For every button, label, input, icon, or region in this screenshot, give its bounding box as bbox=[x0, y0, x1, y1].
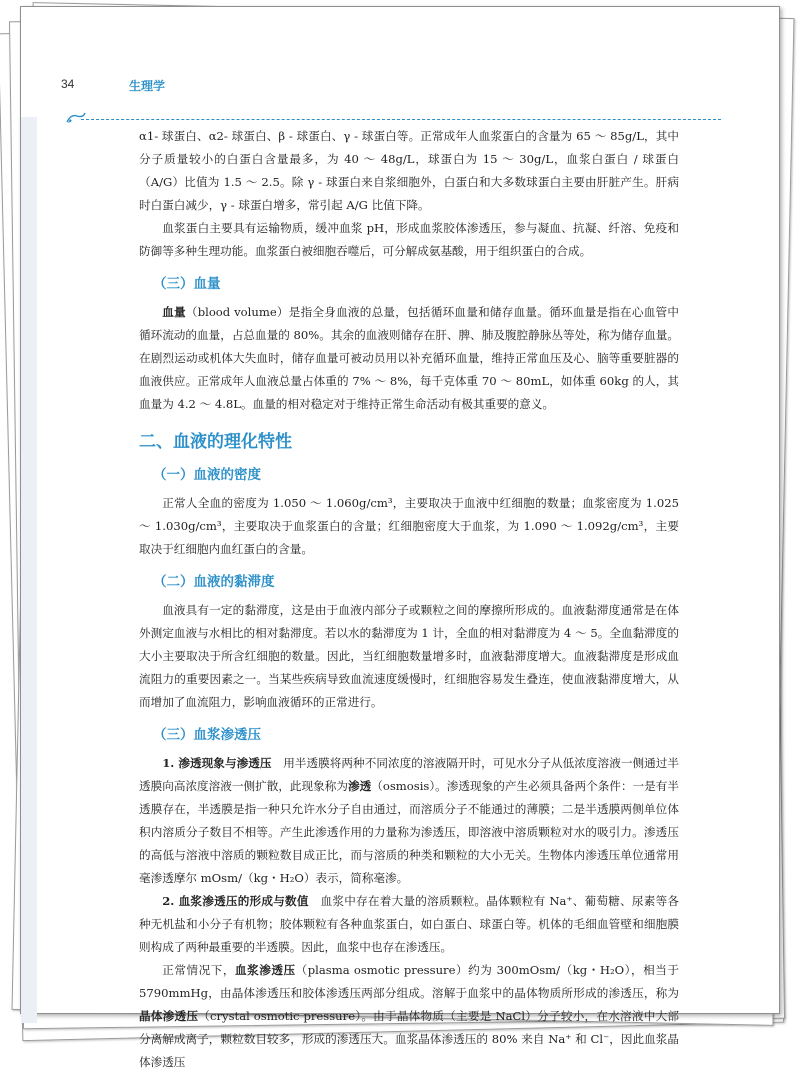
pen-icon bbox=[65, 110, 87, 126]
paragraph-blood-density: 正常人全血的密度为 1.050 ～ 1.060g/cm³，主要取决于血液中红细胞的数量；血浆密度为 1.025 ～ 1.030g/cm³，主要取决于血浆蛋白的含量；红细胞密度大于血浆，为 1.090 ～ 1.092g/cm³，主要取决于红细胞内血红蛋白的含量。 bbox=[139, 496, 679, 556]
paragraph-blood-volume: 血量（blood volume）是指全身血液的总量，包括循环血量和储存血量。循环血量是指在心血管中循环流动的血量，占总血量的 80%。其余的血液则储存在肝、脾、肺及腹腔静脉丛等处，称为储存血量。在剧烈运动或机体大失血时，储存血量可被动员用以补充循环血量，维持正常血压及心、脑等重要脏器的血液供应。正常成年人血液总量占体重的 7% ～ 8%，每千克体重 70 ～ 80mL，如体重 60kg 的人，其血量为 4.2 ～ 4.8L。血量的相对稳定对于维持正常生命活动有极其重要的意义。 bbox=[139, 305, 679, 411]
book-page bbox=[20, 6, 780, 1069]
running-head: 生理学 bbox=[129, 79, 166, 93]
term-crystal-osmotic-pressure: 晶体渗透压 bbox=[139, 1009, 199, 1023]
heading-physicochemical-properties: 二、血液的理化特性 bbox=[139, 432, 292, 451]
heading-blood-density: （一）血液的密度 bbox=[153, 467, 261, 482]
subheading-osmosis: 1. 渗透现象与渗透压 bbox=[162, 756, 272, 770]
term-blood-volume: 血量 bbox=[162, 305, 186, 319]
term-osmosis: 渗透 bbox=[348, 779, 372, 793]
paragraph-plasma-proteins: α1- 球蛋白、α2- 球蛋白、β - 球蛋白、γ - 球蛋白等。正常成年人血浆蛋白的含量为 65 ～ 85g/L，其中分子质量较小的白蛋白含量最多，为 40 ～ 48g/L，球蛋白为 15 ～ 30g/L，血浆白蛋白 / 球蛋白（A/G）比值为 1.5 ～ 2.5。除 γ - 球蛋白来自浆细胞外，白蛋白和大多数球蛋白主要由肝脏产生。肝病时白蛋白减少，γ - 球蛋白增多，常引起 A/G 比值下降。 bbox=[139, 129, 679, 212]
header-rule bbox=[81, 119, 721, 120]
heading-blood-volume: （三）血量 bbox=[153, 276, 221, 291]
margin-band bbox=[21, 117, 37, 1023]
paragraph-plasma-protein-functions: 血浆蛋白主要具有运输物质，缓冲血浆 pH，形成血浆胶体渗透压，参与凝血、抗凝、纤溶、免疫和防御等多种生理功能。血浆蛋白被细胞吞噬后，可分解成氨基酸，用于组织蛋白的合成。 bbox=[139, 221, 679, 258]
paragraph-plasma-osmotic-formation: 2. 血浆渗透压的形成与数值 血浆中存在着大量的溶质颗粒。晶体颗粒有 Na⁺、葡萄糖、尿素等各种无机盐和小分子有机物；胶体颗粒有各种血浆蛋白，如白蛋白、球蛋白等。机体的毛细血管壁和细胞膜则构成了两种最重要的半透膜。因此，血浆中也存在渗透压。 bbox=[139, 894, 679, 954]
page-number: 34 bbox=[61, 77, 75, 91]
subheading-plasma-osmotic: 2. 血浆渗透压的形成与数值 bbox=[162, 894, 309, 908]
paragraph-osmosis: 1. 渗透现象与渗透压 用半透膜将两种不同浓度的溶液隔开时，可见水分子从低浓度溶液一侧通过半透膜向高浓度溶液一侧扩散，此现象称为渗透（osmosis）。渗透现象的产生必须具备两个条件：一是有半透膜存在，半透膜是指一种只允许水分子自由通过，而溶质分子不能通过的薄膜；二是半透膜两侧单位体积内溶质分子数目不相等。产生此渗透作用的力量称为渗透压，即溶液中溶质颗粒对水的吸引力。渗透压的高低与溶液中溶质的颗粒数目成正比，而与溶质的种类和颗粒的大小无关。生物体内渗透压单位通常用毫渗透摩尔 mOsm/（kg・H₂O）表示，简称毫渗。 bbox=[139, 756, 679, 885]
paragraph-plasma-osmotic-normal: 正常情况下，血浆渗透压（plasma osmotic pressure）约为 300mOsm/（kg・H₂O），相当于 5790mmHg，由晶体渗透压和胶体渗透压两部分组成。溶解于血浆中的晶体物质所形成的渗透压，称为晶体渗透压（crystal osmotic pressure）。由于晶体物质（主要是 NaCl）分子较小，在水溶液中大部分离解成离子，颗粒数目较多，形成的渗透压大。血浆晶体渗透压的 80% 来自 Na⁺ 和 Cl⁻，因此血浆晶体渗透压 bbox=[139, 963, 679, 1069]
page-body bbox=[139, 125, 679, 1074]
paragraph-blood-viscosity: 血液具有一定的黏滞度，这是由于血液内部分子或颗粒之间的摩擦所形成的。血液黏滞度通常是在体外测定血液与水相比的相对黏滞度。若以水的黏滞度为 1 计，全血的相对黏滞度为 4 ～ 5。全血黏滞度的大小主要取决于所含红细胞的数量。因此，当红细胞数量增多时，血液黏滞度增大。血液黏滞度是形成血流阻力的重要因素之一。当某些疾病导致血流速度缓慢时，红细胞容易发生叠连，使血液黏滞度增大，从而增加了血流阻力，影响血液循环的正常进行。 bbox=[139, 603, 679, 709]
heading-plasma-osmotic-pressure: （三）血浆渗透压 bbox=[153, 727, 261, 742]
heading-blood-viscosity: （二）血液的黏滞度 bbox=[153, 574, 275, 589]
term-plasma-osmotic-pressure: 血浆渗透压 bbox=[234, 963, 296, 977]
